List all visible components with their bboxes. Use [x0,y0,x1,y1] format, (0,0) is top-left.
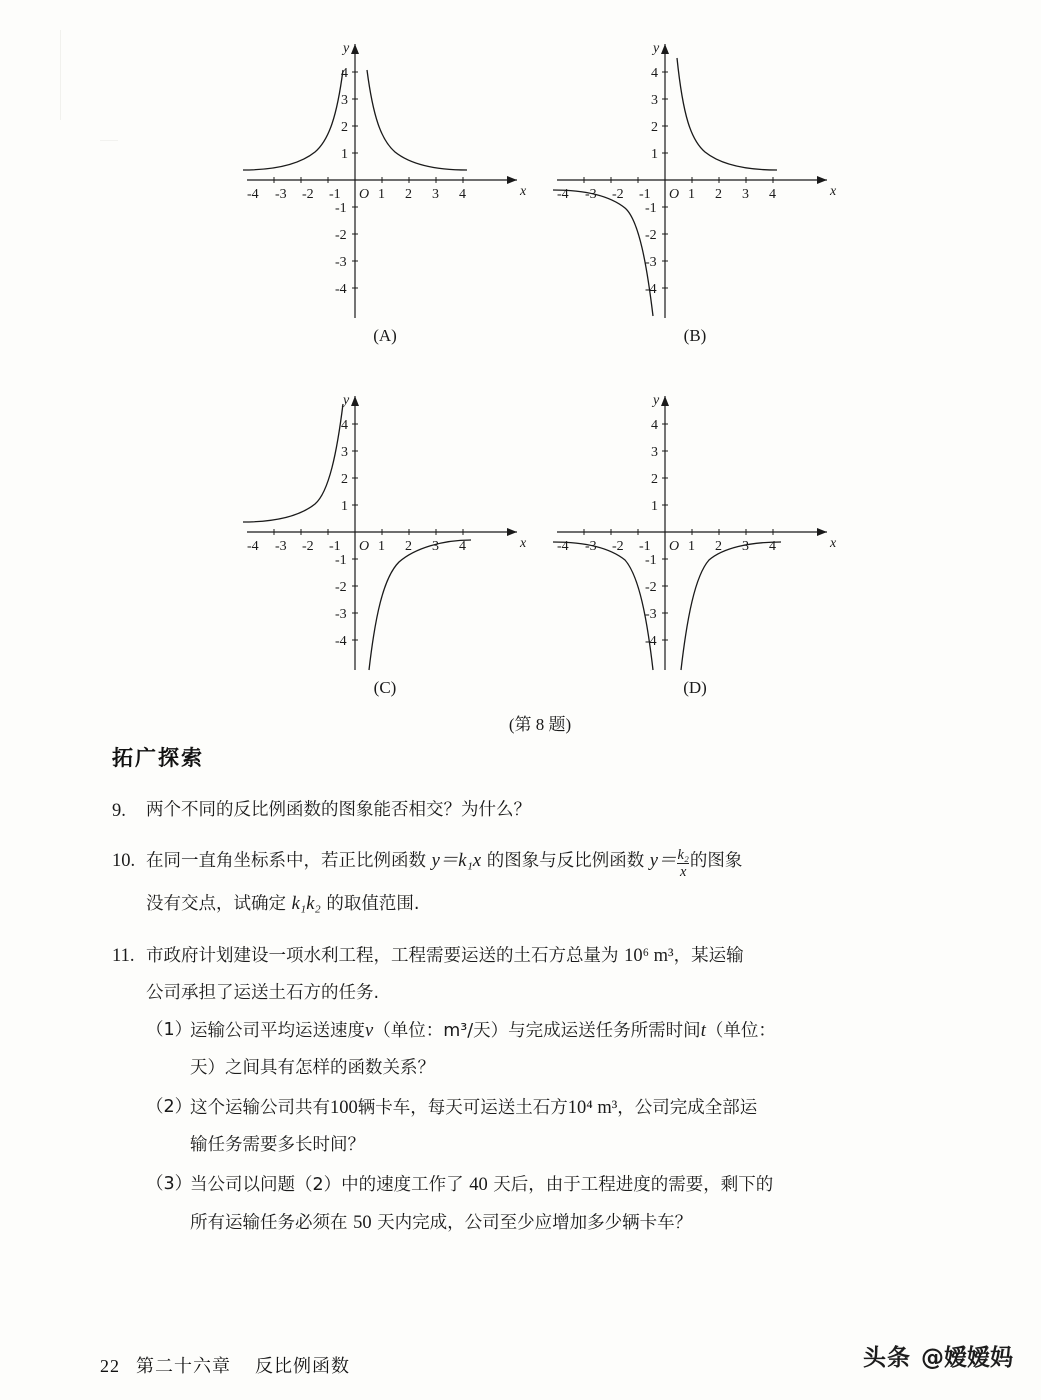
svg-text:1: 1 [341,147,348,162]
q10-fraction-denominator: x [677,863,688,881]
figure-row-bottom [230,382,850,698]
q11-text-a: 市政府计划建设一项水利工程，工程需要运送的土石方总量为 [146,945,625,966]
figure-caption: (第 8 题) [508,715,572,734]
question-11-sub-3 [146,1169,942,1242]
svg-text:-1: -1 [645,553,657,568]
svg-text:-2: -2 [335,228,347,243]
svg-text:-4: -4 [557,187,569,202]
svg-text:4: 4 [769,187,776,202]
svg-text:4: 4 [651,66,658,81]
watermark-brand: 头条 [863,1345,911,1371]
q10-text-b: 的图象与反比例函数 [481,850,650,871]
scan-artifact [60,30,61,120]
svg-text:4: 4 [651,418,658,433]
question-10-line-1 [146,845,942,881]
q11-sub2-n2: 10⁴ m³ [567,1097,618,1118]
svg-text:-4: -4 [335,634,347,649]
svg-text:-4: -4 [247,539,259,554]
q10-eq-1: y＝k₁x [431,850,482,871]
page-footer [100,1352,350,1378]
svg-text:3: 3 [742,539,749,554]
q11-sub-2-line-1 [190,1092,942,1124]
svg-text:y: y [343,41,350,56]
svg-text:2: 2 [715,539,722,554]
q10-eq-2-lead: y＝ [649,850,677,871]
figure-a [230,30,540,346]
svg-text:-1: -1 [329,539,341,554]
scan-artifact [100,140,118,141]
svg-text:3: 3 [651,93,658,108]
svg-text:4: 4 [459,539,466,554]
svg-text:2: 2 [341,472,348,487]
figure-d-label: (D) [683,678,707,697]
svg-text:-2: -2 [645,580,657,595]
q11-sub3-b: 天后，由于工程进度的需要，剩下的 [487,1174,774,1195]
q11-sub-3-line-1 [190,1169,942,1201]
question-list [112,795,942,1259]
svg-text:1: 1 [688,539,695,554]
q11-sub3-n2: 50 [353,1213,372,1234]
question-10-line-2 [146,888,942,920]
q11-sub1-a: 运输公司平均运送速度 [190,1020,365,1041]
q11-sub-2-line-2: 输任务需要多长时间？ [190,1135,365,1156]
question-11 [112,940,942,1242]
q10-fraction [677,848,688,881]
graph-d [545,382,845,682]
svg-text:-2: -2 [302,539,314,554]
svg-text:O: O [359,539,370,554]
svg-text:2: 2 [405,187,412,202]
q11-sub3-n1: 40 [469,1174,488,1195]
q11-sub2-n1: 100 [330,1097,358,1118]
figure-row-top [230,30,850,346]
svg-text:-1: -1 [645,201,657,216]
question-11-sub-2 [146,1092,942,1163]
q11-sub3-line2-a: 所有运输任务必须在 [190,1213,354,1234]
page-number: 22 [100,1356,120,1376]
svg-text:O: O [359,187,370,202]
svg-text:y: y [653,393,660,408]
section-heading: 拓广探索 [112,746,204,770]
svg-text:1: 1 [341,499,348,514]
question-10 [112,845,942,923]
graph-a [235,30,535,330]
q11-sub-2-number: （2） [146,1096,193,1117]
q11-sub-1-line-2: 天）之间具有怎样的函数关系？ [190,1058,435,1079]
figure-group-question-8 [230,30,850,735]
question-9-number: 9. [112,801,126,821]
question-10-number: 10. [112,850,136,871]
svg-text:3: 3 [651,445,658,460]
svg-text:-3: -3 [645,607,657,622]
svg-text:x: x [830,536,837,551]
figure-c [230,382,540,698]
svg-text:2: 2 [651,120,658,135]
svg-text:-1: -1 [639,539,651,554]
svg-text:4: 4 [459,187,466,202]
figure-b [540,30,850,346]
svg-text:-3: -3 [585,187,597,202]
q11-eq: 10⁶ m³ [624,945,674,966]
figure-d [540,382,850,698]
q11-sub1-t: t [700,1020,706,1041]
q11-sub2-a: 这个运输公司共有 [190,1097,330,1118]
svg-text:3: 3 [341,445,348,460]
footer-chapter-title: 反比例函数 [255,1356,350,1377]
svg-text:-4: -4 [557,539,569,554]
svg-text:2: 2 [651,472,658,487]
question-11-sub-1 [146,1015,942,1086]
svg-text:3: 3 [432,187,439,202]
svg-text:3: 3 [742,187,749,202]
watermark-username: @嫒嫒妈 [921,1345,1013,1371]
q10-fraction-numerator: k₂ [677,846,689,863]
svg-text:3: 3 [341,93,348,108]
svg-text:4: 4 [341,66,348,81]
svg-text:x: x [520,184,527,199]
svg-text:1: 1 [378,187,385,202]
q11-sub1-v: v [365,1020,374,1041]
svg-text:-2: -2 [645,228,657,243]
svg-text:-3: -3 [275,187,287,202]
svg-text:2: 2 [341,120,348,135]
q10-line2-b: 的取值范围. [320,894,420,915]
svg-text:O: O [669,187,680,202]
q11-sub3-line2-b: 天内完成，公司至少应增加多少辆卡车？ [371,1213,693,1234]
q11-sub-3-number: （3） [146,1173,193,1194]
svg-text:-3: -3 [275,539,287,554]
svg-text:O: O [669,539,680,554]
q10-text-a: 在同一直角坐标系中，若正比例函数 [146,850,432,871]
svg-text:-4: -4 [645,282,657,297]
svg-text:x: x [520,536,527,551]
svg-text:1: 1 [651,147,658,162]
svg-text:2: 2 [405,539,412,554]
figure-b-label: (B) [683,326,707,345]
svg-text:3: 3 [432,539,439,554]
svg-text:-1: -1 [639,187,651,202]
q10-line2-a: 没有交点，试确定 [146,894,292,915]
svg-text:-3: -3 [645,255,657,270]
q11-text-b: ，某运输 [673,945,744,966]
svg-text:1: 1 [688,187,695,202]
svg-text:-4: -4 [335,282,347,297]
q11-sub3-a: 当公司以问题（2）中的速度工作了 [190,1174,470,1195]
svg-text:-2: -2 [302,187,314,202]
watermark [863,1339,1013,1372]
svg-text:-1: -1 [329,187,341,202]
svg-text:-3: -3 [335,607,347,622]
figure-c-label: (C) [373,678,397,697]
q11-sub-1-number: （1） [146,1019,193,1040]
figure-a-label: (A) [373,326,397,345]
graph-c [235,382,535,682]
svg-text:-2: -2 [612,187,624,202]
graph-b [545,30,845,330]
svg-text:y: y [653,41,660,56]
question-11-line-2: 公司承担了运送土石方的任务. [146,983,380,1004]
svg-text:4: 4 [341,418,348,433]
q11-sub2-b: 辆卡车，每天可运送土石方 [357,1097,568,1118]
q10-line2-eq: k₁k₂ [291,894,321,915]
svg-text:1: 1 [378,539,385,554]
footer-chapter: 第二十六章 [136,1356,231,1377]
svg-text:-1: -1 [335,553,347,568]
q11-sub-3-line-2 [190,1207,942,1239]
question-9-text: 两个不同的反比例函数的图象能否相交？为什么？ [146,800,531,820]
svg-text:-1: -1 [335,201,347,216]
q11-sub-1-line-1 [190,1015,942,1047]
question-9 [112,795,942,828]
svg-text:-2: -2 [335,580,347,595]
svg-text:-2: -2 [612,539,624,554]
q11-sub1-c: （单位： [705,1020,776,1041]
svg-text:x: x [830,184,837,199]
svg-text:-4: -4 [247,187,259,202]
q10-text-c: 的图象 [689,850,743,871]
svg-text:-3: -3 [335,255,347,270]
question-11-line-1 [146,940,942,972]
svg-text:-3: -3 [585,539,597,554]
svg-text:4: 4 [769,539,776,554]
q11-sub2-c: ，公司完成全部运 [617,1097,758,1118]
svg-text:1: 1 [651,499,658,514]
svg-text:2: 2 [715,187,722,202]
question-11-number: 11. [112,945,135,966]
q11-sub1-b: （单位：m³/天）与完成运送任务所需时间 [373,1020,701,1041]
svg-text:-4: -4 [645,634,657,649]
svg-text:y: y [343,393,350,408]
